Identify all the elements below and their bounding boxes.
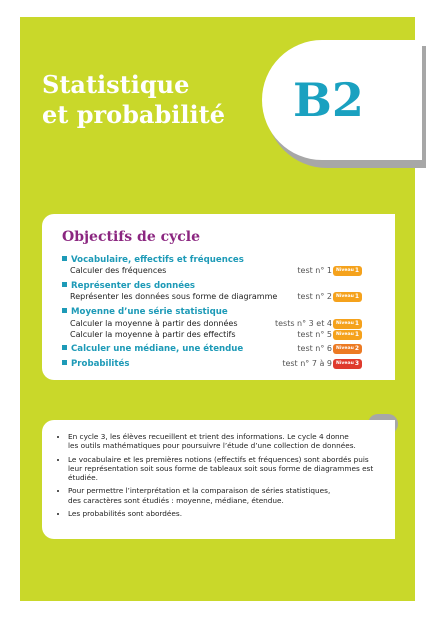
objective-row — [62, 329, 392, 341]
info-item: • Le vocabulaire et les premières notions (effectifs et fréquences) sont abordés puis leur représentation soit sous forme de tableaux soit sous forme de diagrammes est étudiée. — [68, 455, 388, 483]
test-reference: test n° 5 — [297, 330, 332, 339]
test-reference: test n° 6 — [297, 344, 332, 353]
objective-label: Moyenne d’une série statistique — [62, 306, 228, 318]
info-list — [52, 432, 388, 522]
objectives-heading: Objectifs de cycle — [62, 229, 201, 245]
objective-label: Représenter les données sous forme de diagramme — [70, 292, 278, 301]
bullet-square-icon — [62, 308, 67, 313]
objective-label: Calculer une médiane, une étendue — [62, 343, 243, 355]
level-badge: Niveau 1 — [333, 330, 362, 340]
objective-label: Représenter des données — [62, 280, 195, 292]
objective-label: Vocabulaire, effectifs et fréquences — [62, 254, 244, 266]
objective-row — [62, 358, 392, 370]
info-item: • Pour permettre l’interprétation et la comparaison de séries statistiques, des caractères sont étudiés : moyenne, médiane, étendue. — [68, 486, 388, 505]
chapter-title: Statistique et probabilité — [42, 70, 225, 129]
bullet-square-icon — [62, 256, 67, 261]
objective-row — [62, 265, 392, 277]
info-item: • En cycle 3, les élèves recueillent et trient des informations. Le cycle 4 donne les outils mathématiques pour poursuivre l’étude d’une collection de données. — [68, 432, 388, 451]
objective-row — [62, 343, 392, 355]
level-badge: Niveau 1 — [333, 319, 362, 329]
chapter-code: B2 — [293, 73, 364, 127]
test-reference: tests n° 3 et 4 — [274, 319, 332, 328]
level-badge: Niveau 2 — [333, 344, 362, 354]
objective-label: Calculer la moyenne à partir des données — [70, 319, 238, 328]
objective-label: Probabilités — [62, 358, 129, 370]
test-reference: test n° 1 — [297, 266, 332, 275]
bullet-square-icon — [62, 282, 67, 287]
objective-row — [62, 306, 392, 318]
level-badge: Niveau 3 — [333, 359, 362, 369]
level-badge: Niveau 1 — [333, 292, 362, 302]
objective-label: Calculer la moyenne à partir des effectifs — [70, 330, 236, 339]
objective-row — [62, 291, 392, 303]
test-reference: test n° 2 — [297, 292, 332, 301]
bullet-square-icon — [62, 345, 67, 350]
info-item: • Les probabilités sont abordées. — [68, 509, 388, 518]
test-reference: test n° 7 à 9 — [282, 359, 332, 368]
level-badge: Niveau 1 — [333, 266, 362, 276]
bullet-square-icon — [62, 360, 67, 365]
objective-label: Calculer des fréquences — [70, 266, 167, 275]
chapter-badge — [262, 40, 422, 160]
